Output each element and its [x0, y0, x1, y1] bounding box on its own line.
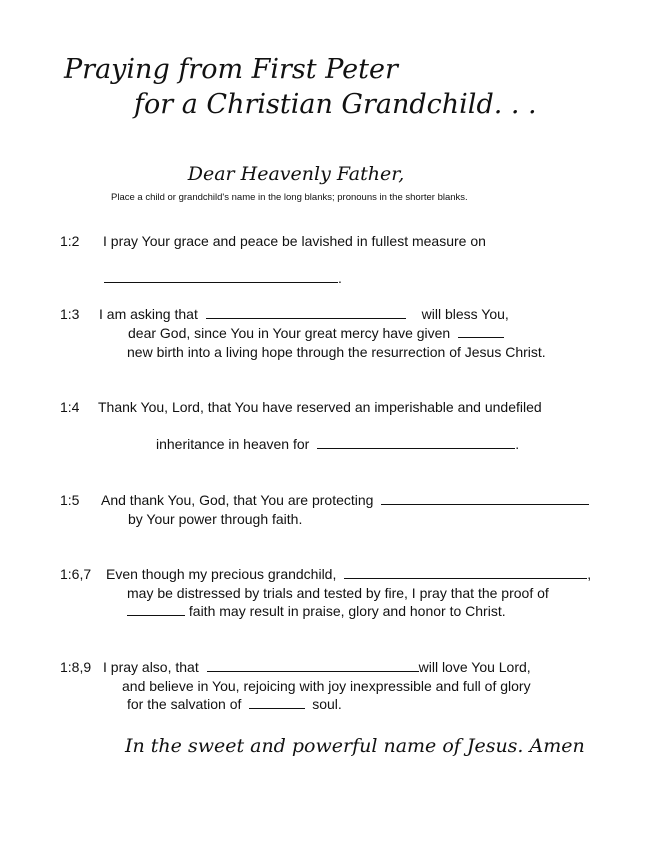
verse-end-punct: ,: [587, 566, 592, 582]
verse-text: will bless You,: [421, 306, 509, 322]
verse-line: [101, 492, 589, 508]
verse-line: [99, 306, 509, 322]
name-blank[interactable]: [104, 270, 338, 283]
verse-line: Thank You, Lord, that You have reserved an imperishable and undefiled: [98, 399, 542, 415]
verse-line: [156, 436, 519, 452]
verse-ref: 1:6,7: [60, 566, 92, 582]
verse-line: may be distressed by trials and tested by fire, I pray that the proof of: [127, 585, 549, 601]
name-blank[interactable]: [206, 306, 406, 319]
closing-line: In the sweet and powerful name of Jesus. Amen: [125, 735, 585, 757]
verse-text: soul.: [312, 696, 342, 712]
verse-text: for the salvation of: [127, 696, 242, 712]
verse-line: and believe in You, rejoicing with joy inexpressible and full of glory: [122, 678, 531, 694]
salutation: Dear Heavenly Father,: [187, 163, 405, 185]
verse-ref: 1:5: [60, 492, 80, 508]
page-title-line-1: Praying from First Peter: [64, 54, 398, 85]
verse-line: [127, 696, 342, 712]
verse-end-punct: .: [338, 270, 342, 286]
verse-line: [128, 325, 504, 341]
verse-text: And thank You, God, that You are protecting: [101, 492, 374, 508]
verse-text: inheritance in heaven for: [156, 436, 310, 452]
verse-text: Even though my precious grandchild,: [106, 566, 337, 582]
name-blank[interactable]: [344, 566, 587, 579]
verse-line: [106, 566, 591, 582]
name-blank[interactable]: [381, 492, 589, 505]
verse-text: will love You Lord,: [418, 659, 531, 675]
verse-line: by Your power through faith.: [128, 511, 303, 527]
verse-ref: 1:8,9: [60, 659, 92, 675]
name-blank[interactable]: [207, 659, 419, 672]
pronoun-blank[interactable]: [458, 325, 504, 338]
name-blank[interactable]: [317, 436, 515, 449]
verse-line: [103, 659, 531, 675]
verse-end-punct: .: [515, 436, 520, 452]
pronoun-blank[interactable]: [249, 696, 305, 709]
pronoun-blank[interactable]: [127, 603, 185, 616]
verse-ref: 1:3: [60, 306, 80, 322]
verse-ref: 1:2: [60, 233, 80, 249]
verse-line: new birth into a living hope through the resurrection of Jesus Christ.: [127, 344, 546, 360]
verse-ref: 1:4: [60, 399, 80, 415]
verse-text: faith may result in praise, glory and honor to Christ.: [188, 603, 506, 619]
verse-text: dear God, since You in Your great mercy have given: [128, 325, 451, 341]
name-blank-row: [104, 270, 342, 288]
verse-text: I am asking that: [99, 306, 198, 322]
verse-line: [127, 603, 506, 619]
verse-line: I pray Your grace and peace be lavished in fullest measure on: [103, 233, 486, 249]
verse-text: I pray also, that: [103, 659, 199, 675]
instruction-note: Place a child or grandchild's name in the long blanks; pronouns in the shorter blanks.: [111, 192, 468, 203]
page-title-line-2: for a Christian Grandchild. . .: [134, 89, 537, 120]
